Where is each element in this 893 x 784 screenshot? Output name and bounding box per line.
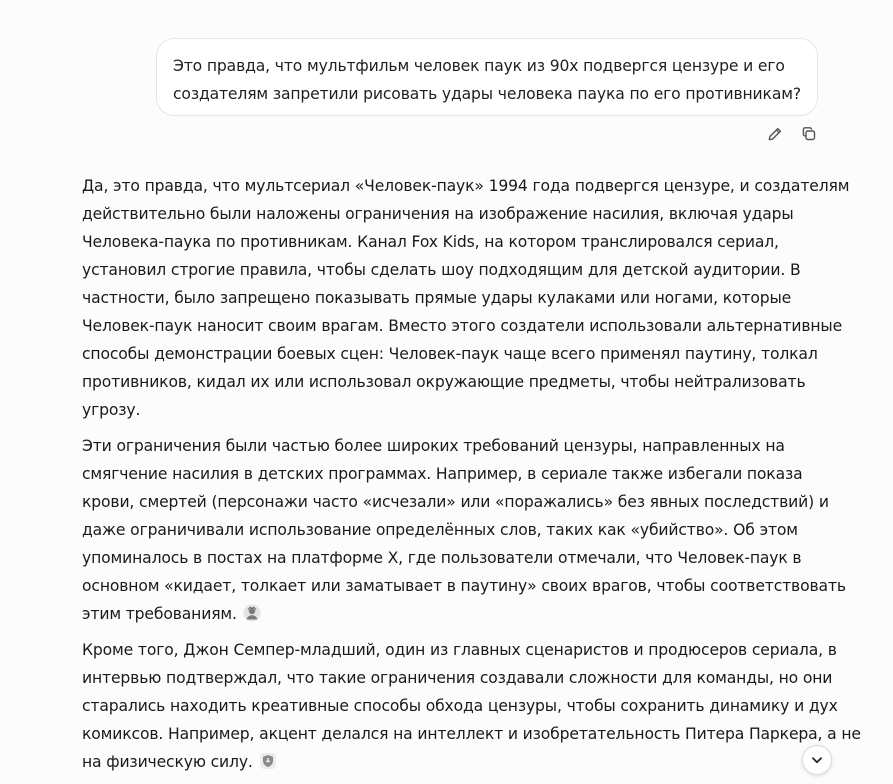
answer-paragraph-2 [82,432,846,628]
scroll-down-button[interactable] [802,745,832,775]
answer-line-with-source [82,748,822,776]
copy-icon [801,126,817,142]
answer-line: упоминалось в постах на платформе X, где пользователи отмечали, что Человек-паук в [82,549,802,567]
answer-line: Человек-паук наносит своим врагам. Вместо этого создатели использовали альтернативные [82,317,843,335]
answer-line: угрозу. [82,401,141,419]
answer-line: Да, это правда, что мультсериал «Человек-паук» 1994 года подвергся цензуре, и создателям [82,177,850,195]
chevron-down-icon [810,753,824,767]
answer-line: на физическую силу. [82,753,253,771]
answer-line: комиксов. Например, акцент делался на интеллект и изобретательность Питера Паркера, а не [82,725,861,743]
user-message-line-1: Это правда, что мультфильм человек паук из 90х подвергся цензуре и его [173,57,785,75]
answer-line: Кроме того, Джон Семпер-младший, один из главных сценаристов и продюсеров сериала, в [82,641,837,659]
answer-line: смягчение насилия в детских программах. Например, в сериале также избегали показа [82,465,803,483]
answer-line: Человека-паука по противникам. Канал Fox Kids, на котором транслировался сериал, [82,233,779,251]
answer-paragraph-1 [82,172,850,424]
answer-line: установил строгие правила, чтобы сделать шоу подходящим для детской аудитории. В [82,261,801,279]
answer-line: интервью подтверждал, что такие ограничения создавали сложности для команды, но они [82,669,833,687]
answer-line: старались находить креативные способы обхода цензуры, чтобы сохранить динамику и дух [82,697,838,715]
answer-line: действительно были наложены ограничения на изображение насилия, включая удары [82,205,794,223]
user-message-line-2: создателям запретили рисовать удары человека паука по его противникам? [173,85,801,103]
answer-line-with-source [82,600,822,628]
avatar-source-icon[interactable] [243,603,261,621]
assistant-answer [82,172,861,784]
pencil-icon [767,126,783,142]
answer-line: способы демонстрации боевых сцен: Человек-паук чаще всего применял паутину, толкал [82,345,818,363]
answer-line: противников, кидал их или использовал окружающие предметы, чтобы нейтрализовать [82,373,806,391]
answer-line: частности, было запрещено показывать прямые удары кулаками или ногами, которые [82,289,792,307]
edit-message-button[interactable] [767,126,783,142]
copy-message-button[interactable] [801,126,817,142]
answer-line: этим требованиям. [82,605,237,623]
message-actions [767,126,817,142]
answer-paragraph-3 [82,636,861,776]
answer-line: основном «кидает, толкает или заматывает в паутину» своих врагов, чтобы соответствовать [82,577,846,595]
answer-line: крови, смертей (персонажи часто «исчезали» или «поражались» без явных последствий) и [82,493,829,511]
answer-line: даже ограничивали использование определённых слов, таких как «убийство». Об этом [82,521,798,539]
shield-source-icon[interactable] [259,751,277,769]
answer-line: Эти ограничения были частью более широких требований цензуры, направленных на [82,437,785,455]
user-message-bubble [156,38,818,116]
